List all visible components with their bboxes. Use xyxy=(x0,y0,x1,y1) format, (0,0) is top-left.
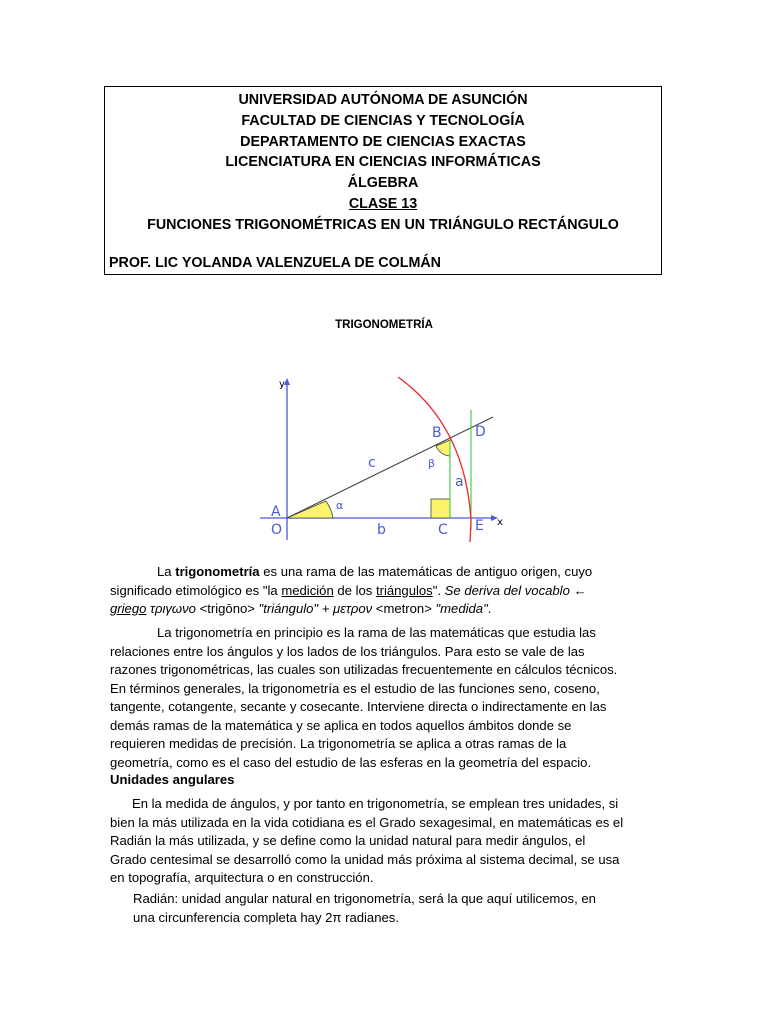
label-a: a xyxy=(455,474,464,490)
text-run: La xyxy=(157,564,176,579)
department-name: DEPARTAMENTO DE CIENCIAS EXACTAS xyxy=(240,133,526,150)
paragraph-1-line-3 xyxy=(110,600,592,619)
paragraph-3-line: Radián la más utilizada, y se define como la unidad natural para medir ángulos, el xyxy=(110,833,586,848)
paragraph-2-line: La trigonometría en principio es la rama de las matemáticas que estudia las xyxy=(157,625,596,640)
paragraph-2-line: demás ramas de la matemática y se aplica en todos aquellos ámbitos donde se xyxy=(110,717,572,733)
label-A: A xyxy=(271,504,281,520)
paragraph-2-line: relaciones entre los ángulos y los lados de los triángulos. Para esto se vale de las xyxy=(110,643,585,659)
text-run-italic: Se deriva del vocablo ← xyxy=(444,582,587,598)
link-griego[interactable]: griego xyxy=(110,601,147,616)
text-run-italic: "medida" xyxy=(435,601,488,616)
text-run: significado etimológico es "la xyxy=(110,582,282,598)
label-c: c xyxy=(368,455,376,471)
term-trigonometria: trigonometría xyxy=(175,564,260,579)
link-medicion[interactable]: medición xyxy=(281,582,334,598)
link-triangulos[interactable]: triángulos xyxy=(375,582,433,598)
faculty-name: FACULTAD DE CIENCIAS Y TECNOLOGÍA xyxy=(241,112,525,129)
triangle-figure xyxy=(255,370,515,545)
professor-name: PROF. LIC YOLANDA VALENZUELA DE COLMÁN xyxy=(109,255,442,271)
y-label: y xyxy=(279,379,285,390)
label-B: B xyxy=(432,425,442,441)
header-box xyxy=(104,86,662,275)
class-number xyxy=(105,194,661,215)
paragraph-3 xyxy=(110,795,623,888)
paragraph-2-line: razones trigonométricas, las cuales son utilizadas frecuentemente en cálculos técnicos. xyxy=(110,662,618,677)
x-label: x xyxy=(497,517,503,528)
class-number-text: CLASE 13 xyxy=(348,195,418,212)
paragraph-3-line: bien la más utilizada en la vida cotidiana es el Grado sexagesimal, en matemáticas es el xyxy=(110,814,624,830)
text-run: de los xyxy=(333,582,376,598)
paragraph-2-line: geometría, como es el caso del estudio de las esferas en la geometría del espacio. xyxy=(110,754,592,770)
alpha-angle-fill xyxy=(287,501,333,518)
paragraph-1 xyxy=(110,563,592,619)
text-run: ". xyxy=(432,582,445,598)
university-name: UNIVERSIDAD AUTÓNOMA DE ASUNCIÓN xyxy=(238,92,528,108)
paragraph-2-line: requieren medidas de precisión. La trigonometría se aplica a otras ramas de la xyxy=(110,736,567,751)
paragraph-3-line: En la medida de ángulos, y por tanto en trigonometría, se emplean tres unidades, si xyxy=(132,796,619,811)
paragraph-4 xyxy=(133,890,596,927)
text-run: . xyxy=(487,601,492,616)
label-b: b xyxy=(377,522,386,538)
text-run-italic: "triángulo" + μετρον xyxy=(258,601,373,616)
topic-title: FUNCIONES TRIGONOMÉTRICAS EN UN TRIÁNGULO RECTÁNGULO xyxy=(147,216,619,233)
paragraph-1-line-2 xyxy=(110,582,592,601)
paragraph-4-line: Radián: unidad angular natural en trigonometría, será la que aquí utilicemos, en xyxy=(133,891,596,906)
label-C: C xyxy=(438,522,448,538)
section-title: TRIGONOMETRÍA xyxy=(335,319,433,331)
text-run-greek: τριγωνο xyxy=(146,601,196,616)
text-run: <metron> xyxy=(372,601,436,616)
paragraph-2 xyxy=(110,624,617,772)
paragraph-2-line: tangente, cotangente, secante y cosecante. Interviene directa o indirectamente en las xyxy=(110,699,607,714)
paragraph-1-line-1 xyxy=(110,563,592,582)
label-D: D xyxy=(475,424,486,440)
paragraph-2-line: En términos generales, la trigonometría es el estudio de las funciones seno, coseno, xyxy=(110,680,600,696)
label-beta: β xyxy=(428,457,436,470)
subject-name: ÁLGEBRA xyxy=(347,175,419,192)
degree-name: LICENCIATURA EN CIENCIAS INFORMÁTICAS xyxy=(225,154,541,171)
paragraph-4-line: una circunferencia completa hay 2π radianes. xyxy=(133,909,399,925)
units-heading: Unidades angulares xyxy=(110,772,235,787)
text-run: <trigōno> xyxy=(195,601,259,616)
label-alpha: α xyxy=(336,499,344,512)
paragraph-3-line: Grado centesimal se desarrolló como la unidad más próxima al sistema decimal, se usa xyxy=(110,851,620,867)
label-O: O xyxy=(271,522,283,538)
beta-angle-fill xyxy=(436,440,450,456)
paragraph-3-line: en topografía, arquitectura o en construcción. xyxy=(110,870,374,885)
right-angle-marker xyxy=(431,499,450,518)
label-E: E xyxy=(475,518,484,534)
text-run: es una rama de las matemáticas de antiguo origen, cuyo xyxy=(259,564,593,579)
